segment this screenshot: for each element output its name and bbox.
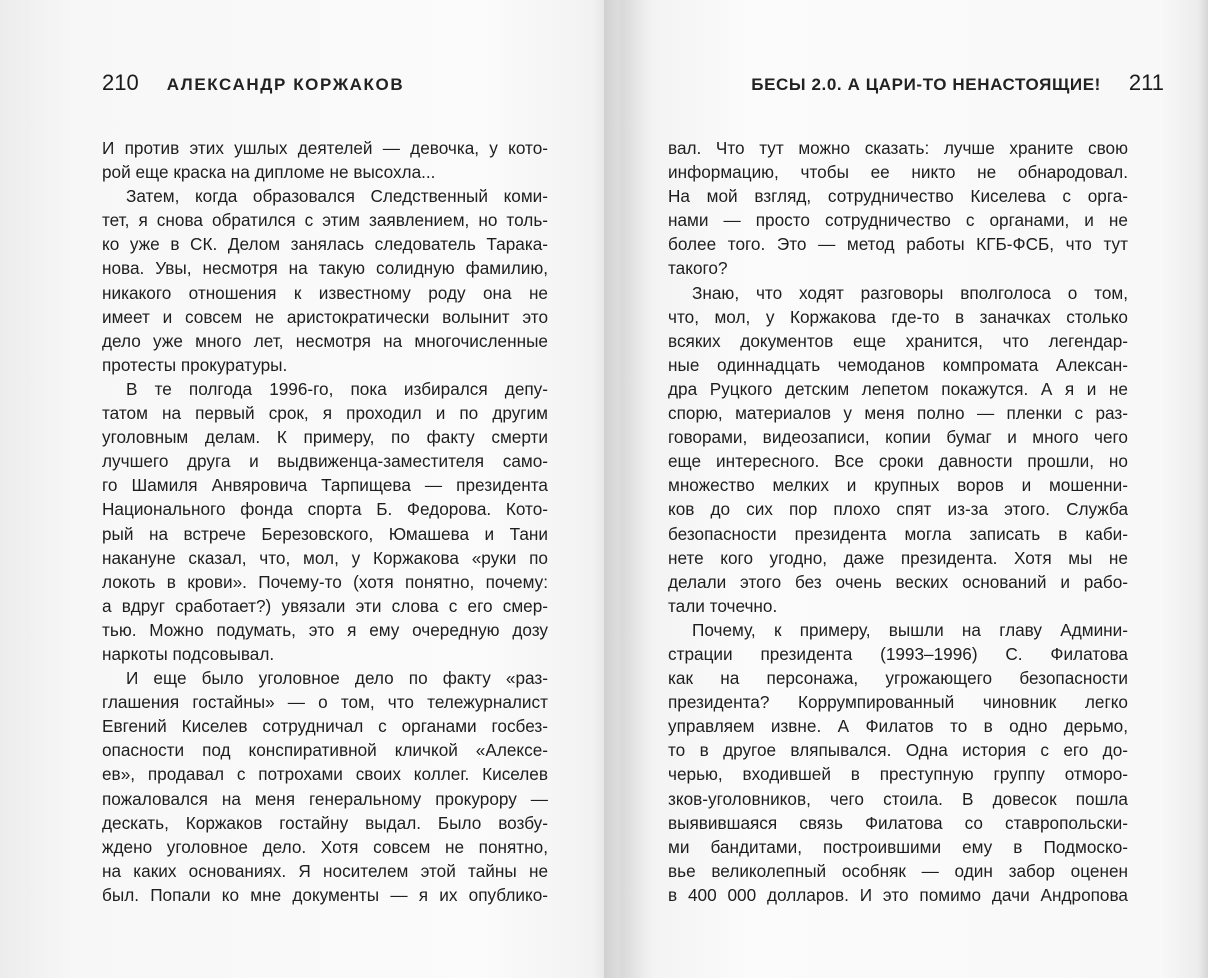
text-line: вал. Что тут можно сказать: лучше храните свою [668, 138, 1128, 158]
text-line: нова. Увы, несмотря на такую солидную фамилию, [102, 258, 548, 279]
left-running-head [102, 70, 562, 104]
text-line: спорю, материалов у меня полно — пленки с раз- [668, 403, 1128, 424]
text-line: глашения гостайны» — о том, что тележурналист [102, 692, 548, 713]
text-line: президента? Коррумпированный чиновник легко [668, 692, 1128, 713]
text-line: безопасности президента могла записать в каби- [668, 523, 1128, 544]
text-line: вье великолепный особняк — один забор оценен [668, 860, 1128, 881]
text-line: дра Руцкого детским лепетом покажутся. А я и не [668, 378, 1128, 399]
text-line: рый на встрече Березовского, Юмашева и Тани [102, 523, 548, 544]
text-line: никакого отношения к известному роду она не [102, 282, 548, 303]
text-line: всяких документов еще хранится, что легендар- [668, 330, 1128, 351]
text-line: На мой взгляд, сотрудничество Киселева с орга- [668, 186, 1128, 207]
text-line: тью. Можно подумать, это я ему очередную дозу [102, 619, 548, 640]
text-line: ждено уголовное дело. Хотя совсем не понятно, [102, 836, 548, 857]
text-line: информацию, чтобы ее никто не обнародовал. [668, 162, 1128, 183]
text-line: ми бандитами, построившими ему в Подмоско- [668, 836, 1128, 857]
text-line: В те полгода 1996-го, пока избирался депу- [126, 378, 548, 399]
left-page-number: 210 [102, 70, 139, 95]
text-line: лучшего друга и выдвиженца-заместителя само- [102, 451, 548, 472]
text-line: черью, входившей в преступную группу отморо- [668, 764, 1128, 785]
text-line: го Шамиля Анвяровича Тарпищева — президента [102, 475, 548, 496]
book-running-title: БЕСЫ 2.0. А ЦАРИ-ТО НЕНАСТОЯЩИЕ! [751, 75, 1101, 94]
text-line: Почему, к примеру, вышли на главу Админи- [692, 619, 1128, 640]
text-line: тет, я снова обратился с этим заявлением, но толь- [102, 210, 548, 231]
left-page-text [102, 136, 548, 907]
text-line: Национального фонда спорта Б. Федорова. Кото- [102, 499, 548, 520]
text-line: Знаю, что ходят разговоры вполголоса о том, [692, 282, 1128, 303]
right-page-number: 211 [1128, 70, 1164, 95]
author-running-title: АЛЕКСАНДР КОРЖАКОВ [166, 75, 405, 94]
text-line: выявившаяся связь Филатова со ставропольски- [668, 812, 1128, 833]
page-edge [1198, 0, 1208, 978]
gutter-shadow [604, 0, 618, 978]
text-line: более того. Это — метод работы КГБ-ФСБ, что тут [668, 234, 1128, 255]
text-line: дело уже много лет, несмотря на многочисленные [102, 330, 548, 351]
text-line: ко уже в СК. Делом занялась следователь Тарака- [102, 234, 548, 255]
text-line: наркоты подсовывал. [102, 643, 275, 664]
right-page-text [668, 136, 1128, 907]
text-line: тали точечно. [668, 595, 778, 616]
text-line: накануне сказал, что, мол, у Коржакова «руки по [102, 547, 548, 568]
text-line: а вдруг сработает?) увязали эти слова с его смер- [102, 595, 548, 616]
left-page [0, 0, 600, 978]
text-line: нами — просто сотрудничество с органами, и не [668, 210, 1128, 231]
right-page [604, 0, 1208, 978]
right-running-head [736, 70, 1164, 104]
text-line: дескать, Коржаков гостайну выдал. Было возбу- [102, 812, 548, 833]
text-line: страции президента (1993–1996) С. Филатова [668, 643, 1128, 664]
text-line: как на персонажа, угрожающего безопасности [668, 668, 1128, 689]
text-line: ные одиннадцать чемоданов компромата Алексан- [668, 354, 1128, 375]
text-line: множество мелких и крупных воров и мошенни- [668, 475, 1128, 496]
text-line: И еще было уголовное дело по факту «раз- [126, 668, 548, 689]
text-line: Затем, когда образовался Следственный коми- [126, 186, 548, 207]
text-line: имеет и совсем не аристократически волынит это [102, 306, 548, 327]
text-line: рой еще краска на дипломе не высохла... [102, 162, 436, 183]
text-line: нете кого угодно, даже президента. Хотя мы не [668, 547, 1128, 568]
text-line: пожаловался на меня генеральному прокурору — [102, 788, 548, 809]
text-line: Евгений Киселев сотрудничал с органами госбез- [102, 716, 548, 737]
text-line: управляем извне. А Филатов то в одно дерьмо, [668, 716, 1128, 737]
text-line: такого? [668, 258, 728, 279]
text-line: то в другое вляпывался. Одна история с его до- [668, 740, 1128, 761]
text-line: делали этого без очень веских оснований и рабо- [668, 571, 1128, 592]
text-line: локоть в крови». Почему-то (хотя понятно, почему: [102, 571, 548, 592]
text-line: был. Попали ко мне документы — я их опублико- [102, 884, 548, 905]
text-line: опасности под конспиративной кличкой «Алексе- [102, 740, 548, 761]
text-line: в 400 000 долларов. И это помимо дачи Андропова [668, 884, 1128, 905]
text-line: И против этих ушлых деятелей — девочка, у кото- [102, 138, 548, 158]
text-line: на каких основаниях. Я носителем этой тайны не [102, 860, 548, 881]
text-line: ков до сих пор плохо спят из-за этого. Служба [668, 499, 1128, 520]
text-line: что, мол, у Коржакова где-то в заначках столько [668, 306, 1128, 327]
text-line: ев», продавал с потрохами своих коллег. Киселев [102, 764, 548, 785]
text-line: еще интересного. Все сроки давности прошли, но [668, 451, 1128, 472]
text-line: протесты прокуратуры. [102, 354, 288, 375]
text-line: говорами, видеозаписи, копии бумаг и много чего [668, 427, 1128, 448]
text-line: татом на первый срок, я проходил и по другим [102, 403, 548, 424]
text-line: зков-уголовников, чего стоила. В довесок пошла [668, 788, 1128, 809]
text-line: уголовным делам. К примеру, по факту смерти [102, 427, 548, 448]
